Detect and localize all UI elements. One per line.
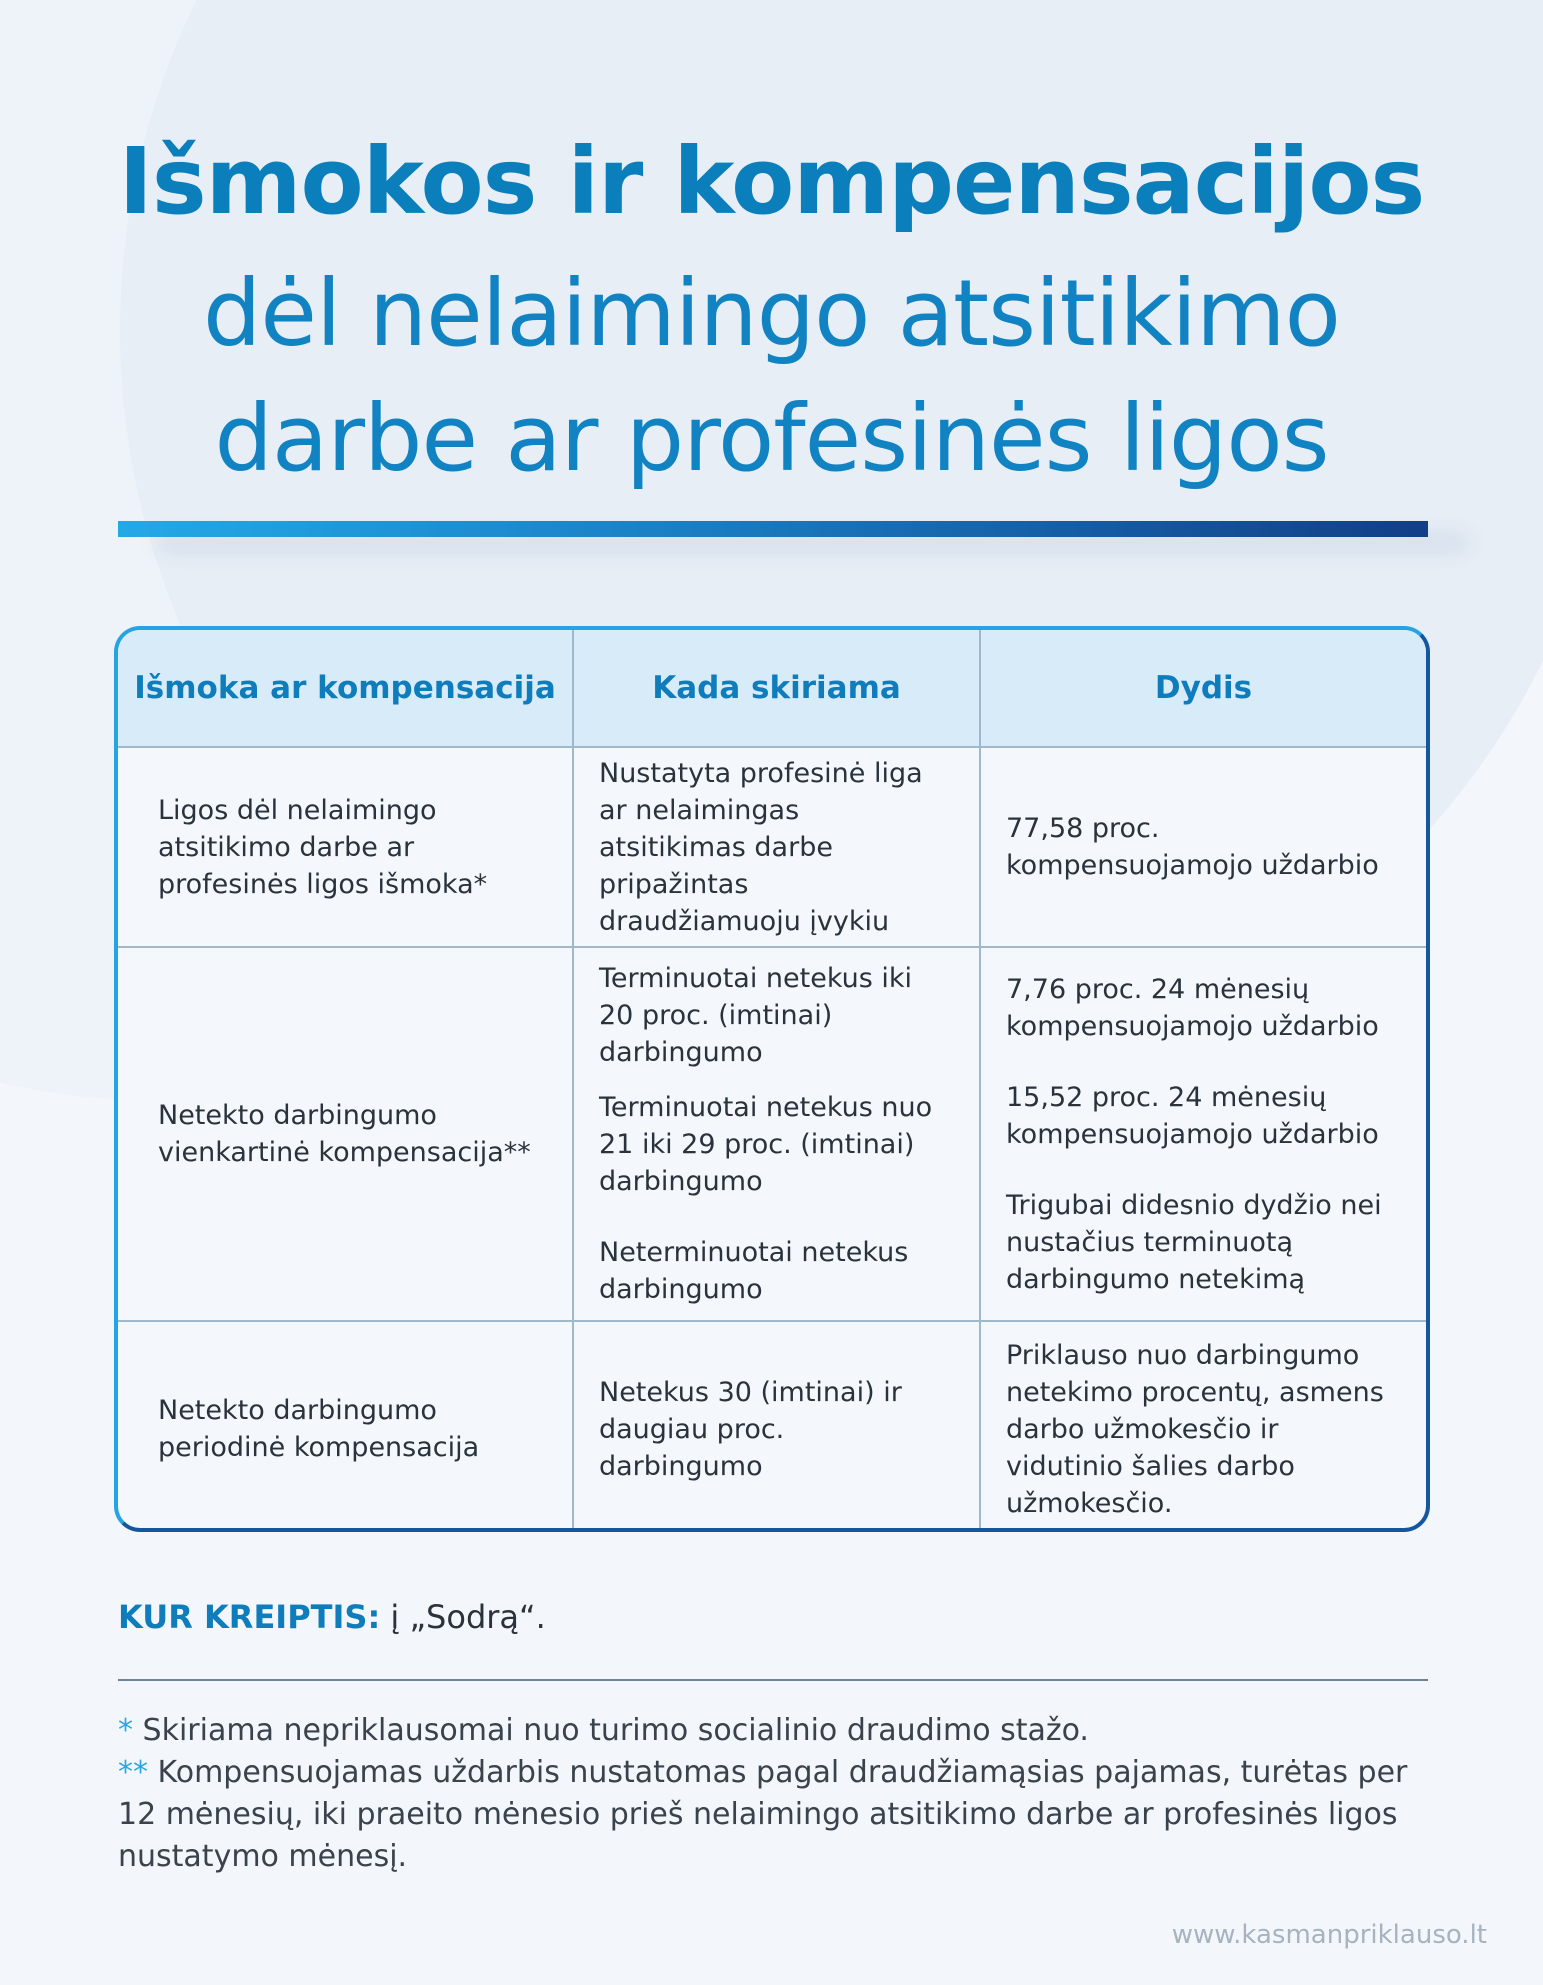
cell-size-text: Priklauso nuo darbingumo netekimo procentų, asmens darbo užmokesčio ir vidutinio šalies darbo užmokesčio. [1006,1339,1384,1519]
cell-when-text: Netekus 30 (imtinai) ir daugiau proc. darbingumo [599,1376,902,1482]
header-when: Kada skiriama [573,630,980,747]
cell-size-text: Trigubai didesnio dydžio nei nustačius terminuotą darbingumo netekimą [1006,1189,1382,1295]
where-to-apply-label: KUR KREIPTIS: [118,1598,381,1636]
website-link[interactable]: www.kasmanpriklauso.lt [1171,1920,1487,1950]
where-to-apply [118,1598,546,1636]
cell-size [980,947,1426,1321]
cell-when-text: Nustatyta profesinė liga ar nelaimingas atsitikimas darbe pripažintas draudžiamuoju įvykiu [599,757,923,937]
footnote-2 [118,1752,1438,1878]
footnotes [118,1710,1438,1878]
table-row [118,747,1426,947]
cell-size [980,747,1426,947]
cell-when-text: Terminuotai netekus nuo 21 iki 29 proc. (imtinai) darbingumo [599,1092,933,1197]
cell-size-text: 77,58 proc. kompensuojamojo uždarbio [1006,813,1379,881]
table-row [118,1321,1426,1532]
cell-size-text: 7,76 proc. 24 mėnesių kompensuojamojo uždarbio [1006,973,1379,1042]
cell-when [573,947,980,1321]
header-benefit: Išmoka ar kompensacija [118,630,573,747]
cell-when [573,747,980,947]
cell-when-text: Neterminuotai netekus darbingumo [599,1237,909,1305]
cell-when [573,1321,980,1532]
cell-benefit: Netekto darbingumo vienkartinė kompensacija** [118,947,573,1321]
page-subtitle-line-2: darbe ar profesinės ligos [214,385,1329,492]
benefits-table-grid [118,630,1426,1532]
table-header-row [118,630,1426,747]
cell-benefit: Netekto darbingumo periodinė kompensacija [118,1321,573,1532]
cell-size [980,1321,1426,1532]
table-row [118,947,1426,1321]
header-size: Dydis [980,630,1426,747]
cell-size-text: 15,52 proc. 24 mėnesių kompensuojamojo uždarbio [1006,1081,1379,1150]
footnote-2-mark: ** [118,1755,148,1790]
footnote-1 [118,1710,1438,1752]
page-subtitle-line-1: dėl nelaimingo atsitikimo [203,260,1340,367]
title-divider [118,521,1428,537]
where-to-apply-value: į „Sodrą“. [380,1598,546,1636]
footnote-divider [118,1679,1428,1681]
cell-benefit: Ligos dėl nelaimingo atsitikimo darbe ar profesinės ligos išmoka* [118,747,573,947]
footnote-2-text: Kompensuojamas uždarbis nustatomas pagal draudžiamąsias pajamas, turėtas per 12 mėnesių, iki praeito mėnesio prieš nelaimingo atsitikimo darbe ar profesinės ligos nustatymo mėnesį. [118,1755,1408,1874]
footnote-1-mark: * [118,1713,133,1748]
page-title: Išmokos ir kompensacijos [118,128,1425,235]
benefits-table [114,626,1430,1532]
footnote-1-text: Skiriama nepriklausomai nuo turimo socialinio draudimo stažo. [133,1713,1089,1748]
cell-when-text: Terminuotai netekus iki 20 proc. (imtinai) darbingumo [599,963,913,1068]
